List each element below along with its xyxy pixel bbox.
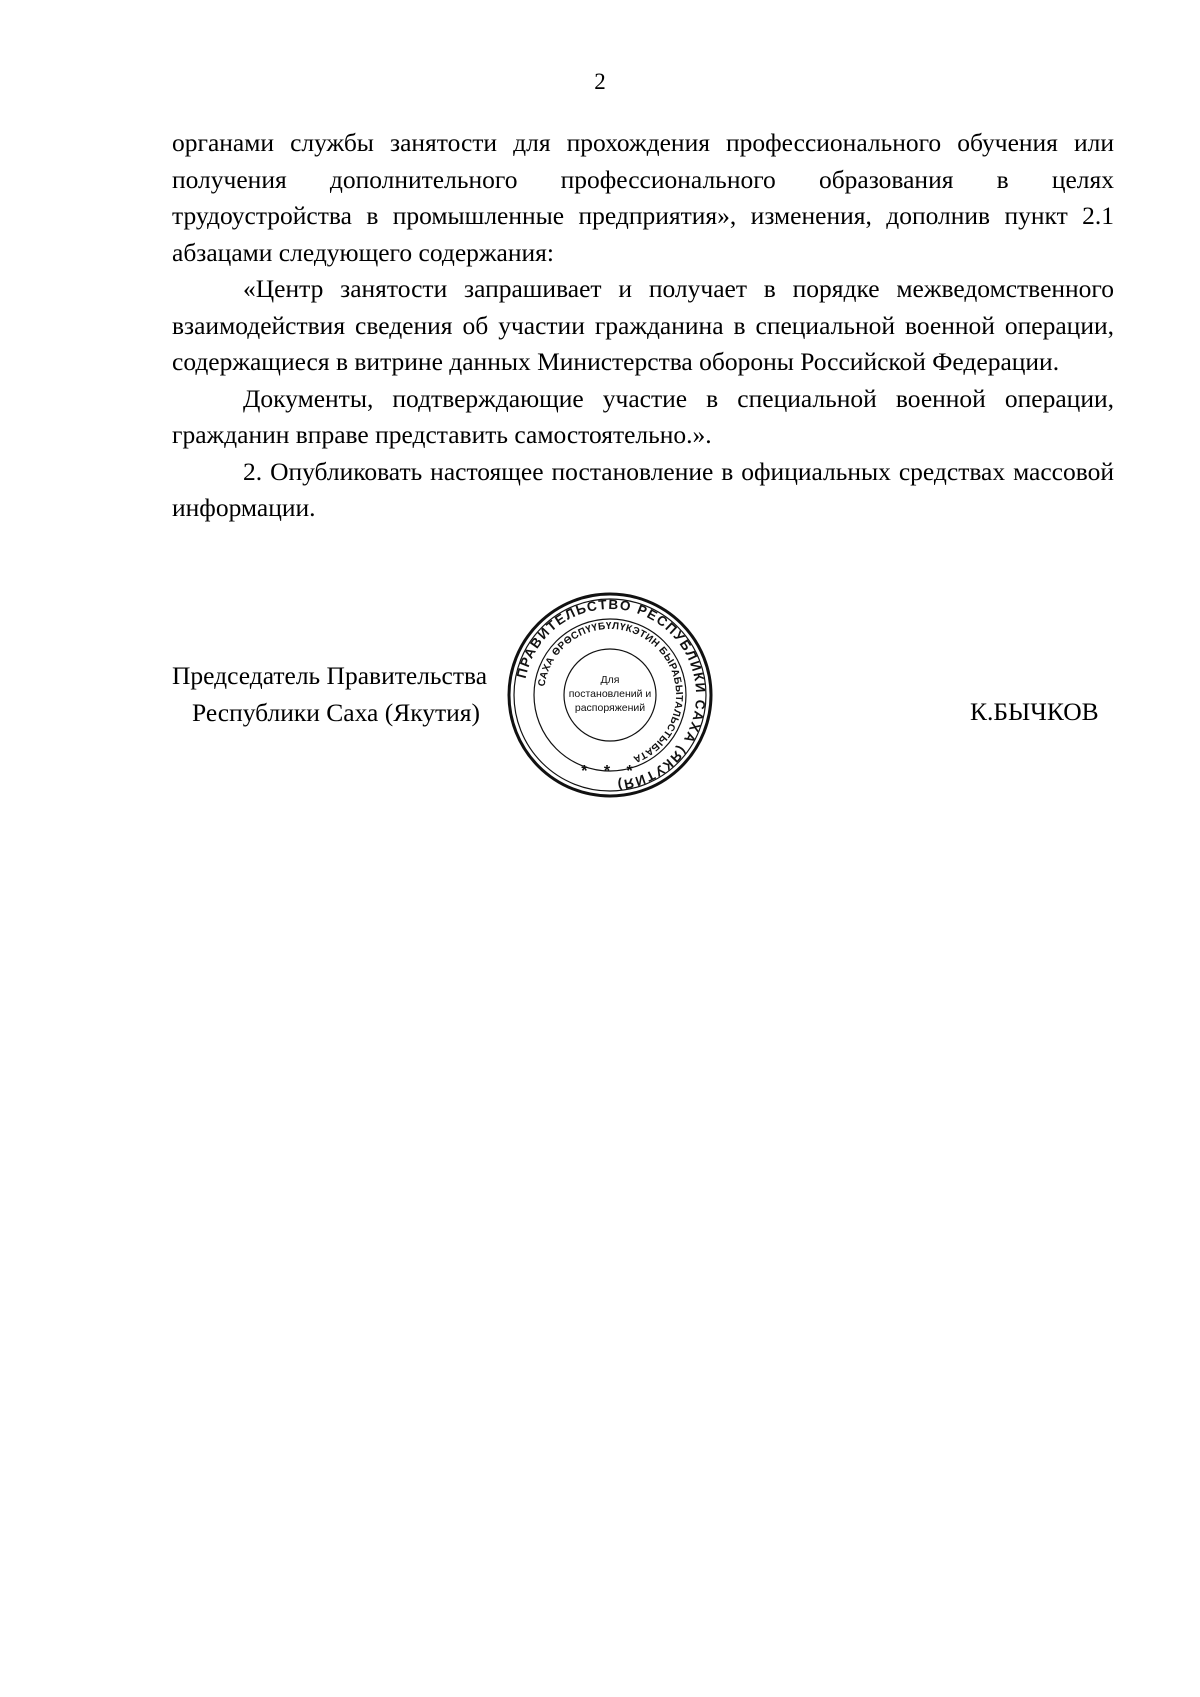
paragraph-documents: Документы, подтверждающие участие в специальной военной операции, гражданин вправе представить самостоятельно.».	[172, 383, 1114, 449]
stamp-outer-ring-text: ПРАВИТЕЛЬСТВО РЕСПУБЛИКИ САХА (ЯКУТИЯ)	[513, 596, 709, 793]
document-body	[172, 125, 1114, 527]
signatory-position	[172, 658, 487, 731]
signatory-position-line2: Республики Саха (Якутия)	[192, 697, 481, 727]
stamp-center-line3: распоряжений	[574, 702, 646, 714]
page-number: 2	[594, 69, 606, 94]
stamp-stars: * * *	[581, 763, 639, 780]
stamp-inner-ring-text: САХА ӨРӨСПҮҮБҮЛҮКЭТИН БЫРАБЫТАЛЬСТЫБАТА	[536, 620, 685, 765]
stamp-center-line1: Для	[600, 674, 620, 686]
signatory-position-line1: Председатель Правительства	[172, 661, 488, 690]
paragraph-publish: 2. Опубликовать настоящее постановление в официальных средствах массовой информации.	[172, 456, 1114, 522]
paragraph-continuation: органами службы занятости для прохождения профессионального обучения или получения дополнительного профессионального образования в целях трудоустройства в промышленные предприятия», изменения, дополнив пункт 2.1 абзацами следующего содержания:	[172, 128, 1114, 267]
paragraph-quote-start: «Центр занятости запрашивает и получает в порядке межведомственного взаимодействия сведения об участии гражданина в специальной военной операции, содержащиеся в витрине данных Министерства обороны Российской Федерации.	[172, 274, 1114, 376]
signatory-name: К.БЫЧКОВ	[970, 697, 1099, 726]
official-seal-stamp	[505, 590, 715, 800]
stamp-center-line2: постановлений и	[568, 688, 652, 700]
